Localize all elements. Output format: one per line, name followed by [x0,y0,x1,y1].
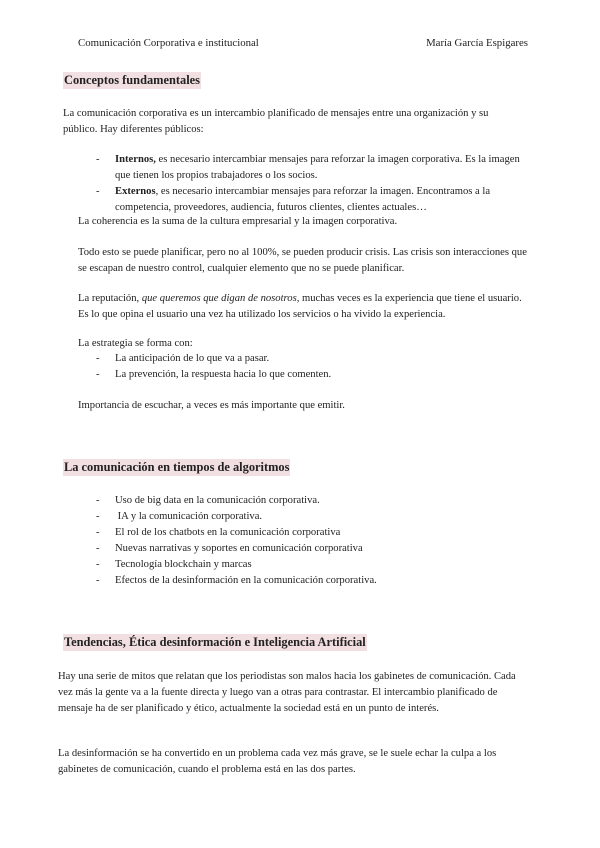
crisis-paragraph: Todo esto se puede planificar, pero no al 100%, se pueden producir crisis. Las crisis son interacciones que se escapan de nuestro control, cualquier elemento que no se puede planificar. [78,247,527,274]
list-item: - Efectos de la desinformación en la comunicación corporativa. [96,573,526,589]
list-item: - La anticipación de lo que va a pasar. [96,351,526,367]
course-title: Comunicación Corporativa e institucional [78,37,259,49]
list-item: - Uso de big data en la comunicación corporativa. [96,493,526,509]
algorithms-list [96,493,526,589]
list-item-externos: - Externos, es necesario intercambiar mensajes para reforzar la imagen. Encontramos a la competencia, proveedores, audiencia, futuros clientes, clientes actuales… [96,184,526,216]
reputation-paragraph: La reputación, que queremos que digan de nosotros, muchas veces es la experiencia que tiene el usuario. Es lo que opina el usuario una vez ha utilizado los servicios o ha vivido la experiencia. [78,293,522,320]
list-item: - Tecnología blockchain y marcas [96,557,526,573]
disinformation-paragraph: La desinformación se ha convertido en un problema cada vez más grave, se le suele echar la culpa a los gabinetes de comunicación, cuando el problema está en las dos partes. [58,748,497,775]
coherence-paragraph: La coherencia es la suma de la cultura empresarial y la imagen corporativa. [78,216,398,227]
listening-paragraph: Importancia de escuchar, a veces es más importante que emitir. [78,400,345,411]
publics-list [96,152,526,216]
list-item: - El rol de los chatbots en la comunicación corporativa [96,525,526,541]
author-name: María García Espigares [426,37,528,49]
list-item: - La prevención, la respuesta hacia lo que comenten. [96,367,526,383]
strategy-intro: La estrategia se forma con: [78,338,193,349]
strategy-list [96,351,526,383]
intro-paragraph: La comunicación corporativa es un intercambio planificado de mensajes entre una organización y su público. Hay diferentes públicos: [63,108,489,135]
section-heading-tendencias: Tendencias, Ética desinformación e Inteligencia Artificial [64,635,366,649]
section-heading-conceptos: Conceptos fundamentales [64,73,200,87]
section-heading-algoritmos: La comunicación en tiempos de algoritmos [64,460,290,474]
page-header [78,37,528,49]
myths-paragraph: Hay una serie de mitos que relatan que los periodistas son malos hacia los gabinetes de comunicación. Cada vez más la gente va a la fuente directa y luego van a otras para contrastar. El intercambio planificado de mensaje ha de ser planificado y ético, actualmente la sociedad está en un punto de interés. [58,671,516,714]
list-item: - IA y la comunicación corporativa. [96,509,526,525]
list-item: - Nuevas narrativas y soportes en comunicación corporativa [96,541,526,557]
list-item-internos: - Internos, es necesario intercambiar mensajes para reforzar la imagen corporativa. Es la imagen que tienen los propios trabajadores o los socios. [96,152,526,184]
